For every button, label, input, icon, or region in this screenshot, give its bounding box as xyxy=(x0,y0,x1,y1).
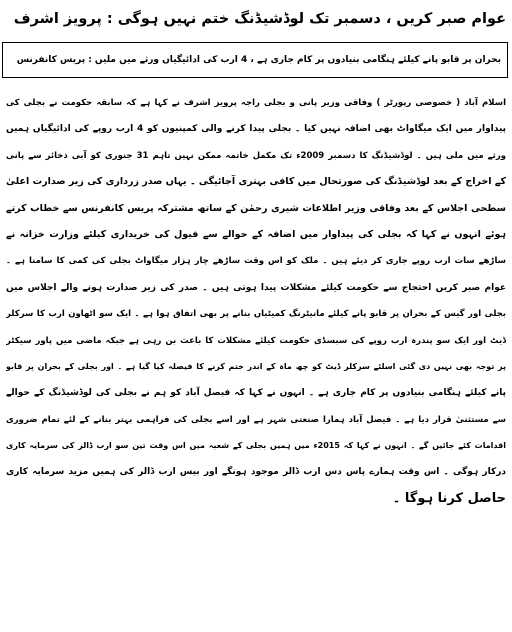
article-subheadline-box xyxy=(2,42,508,78)
body-line-last: حاصل کرنا ہوگا ۔ xyxy=(392,490,506,506)
body-line: درکار ہوگی ۔ اس وقت ہمارے پاس دس ارب ڈالر موجود ہونگے اور بیس ارب ڈالر کی ہمیں مزید سرمایہ کاری xyxy=(6,467,506,478)
body-line: عوام صبر کریں احتجاج سے حکومت کیلئے مشکلات پیدا ہوتی ہیں ۔ صدر کی زیر صدارت ہونے والے اجلاس میں xyxy=(6,282,506,293)
body-line: ساڑھے سات ارب روپے جاری کر دیئے ہیں ۔ ملک کو اس وقت ساڑھے چار ہزار میگاواٹ بجلی کی کمی کا سامنا ہے ۔ xyxy=(6,256,506,267)
article-body xyxy=(6,90,506,512)
body-line: پیداوار میں ایک میگاواٹ بھی اضافہ نہیں کیا ۔ بجلی پیدا کرنے والی کمپنیوں کو 4 ارب روپے کی ادائیگیاں ہمیں xyxy=(6,124,506,135)
body-line: ورثے میں ملی ہیں ۔ لوڈشیڈنگ کا دسمبر 2009ء تک مکمل خاتمہ ممکن نہیں تاہم 31 جنوری کو آبی ذخائر سے پانی xyxy=(6,150,506,161)
body-line: اسلام آباد ( خصوصی رپورٹر ) وفاقی وزیر پانی و بجلی راجہ پرویز اشرف نے کہا ہے کہ سابقہ حکومت نے بجلی کی xyxy=(6,98,506,108)
body-line: پر توجہ بھی نہیں دی گئی اسلئے سرکلر ڈیٹ کو چھ ماہ کے اندر ختم کرنے کا فیصلہ کیا گیا ہے ۔ اور بجلی کے بحران پر قابو xyxy=(6,361,506,371)
body-line: سطحی اجلاس کے بعد وفاقی وزیر اطلاعات شیری رحمٰن کے ساتھ مشترکہ پریس کانفرنس سے خطاب کرتے xyxy=(6,202,506,214)
body-line: اقدامات کئے جائیں گے ۔ انہوں نے کہا کہ 2015ء میں ہمیں بجلی کے شعبہ میں اس وقت تین سو ارب ڈالر کی سرمایہ کاری xyxy=(6,441,506,451)
body-line: کے اخراج کے بعد لوڈشیڈنگ کی صورتحال میں کافی بہتری آجائیگی ۔ یہاں صدر زرداری کی زیر صدارت اعلیٰ xyxy=(6,176,506,188)
body-line: سے مستثنیٰ قرار دیا ہے ۔ فیصل آباد ہمارا صنعتی شہر ہے اور اسے بجلی کی فراہمی بہتر بنانے کے لئے تمام ضروری xyxy=(6,414,506,425)
body-line: ہوئے انہوں نے کہا کہ بجلی کی پیداوار میں اضافہ کے حوالے سے فیول کی خریداری کیلئے وزارت خزانہ نے xyxy=(6,228,506,240)
body-line: ڈیٹ اور ایک سو پندرہ ارب روپے کی سبسڈی حکومت کیلئے مشکلات کا باعث بن رہی ہے جبکہ ماضی میں پاور سیکٹر xyxy=(6,335,506,346)
body-line: پانے کیلئے ہنگامی بنیادوں پر کام جاری ہے ۔ انہوں نے کہا کہ فیصل آباد کو ہم نے بجلی کی لوڈشیڈنگ کے حوالے xyxy=(6,388,506,399)
article-subheadline: بحران پر قابو پانے کیلئے ہنگامی بنیادوں پر کام جاری ہے ، 4 ارب کی ادائیگیاں ورثے میں ملیں : پریس کانفرنس xyxy=(16,55,501,65)
body-line: بجلی اور گیس کے بحران پر قابو پانے کیلئے مانیٹرنگ کمیٹیاں بنانے پر بھی اتفاق ہوا ہے ۔ ایک سو اٹھاون ارب کا سرکلر xyxy=(6,309,506,320)
article-headline: عوام صبر کریں ، دسمبر تک لوڈشیڈنگ ختم نہیں ہوگی : پرویز اشرف xyxy=(13,11,506,27)
